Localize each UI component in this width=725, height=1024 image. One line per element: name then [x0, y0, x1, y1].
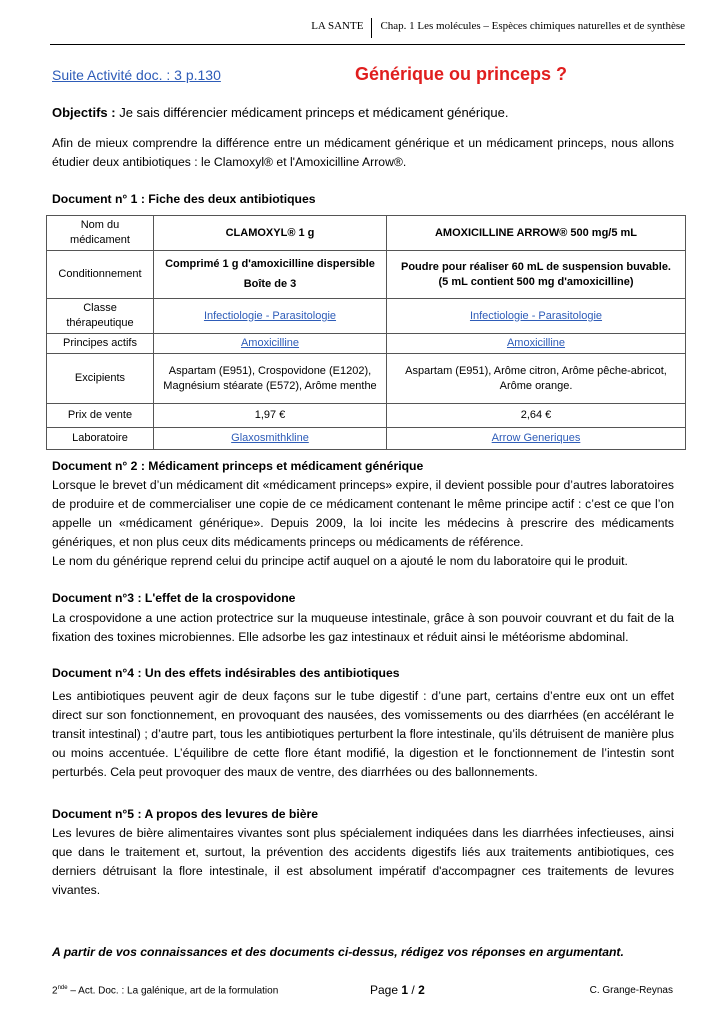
page-number [370, 983, 425, 997]
header-section: LA SANTE [311, 18, 372, 38]
arrow-class-link[interactable]: Infectiologie - Parasitologie [469, 309, 603, 322]
clamoxyl-packaging-line2: Boîte de 3 [243, 278, 297, 290]
clamoxyl-lab-link[interactable]: Glaxosmithkline [231, 432, 309, 444]
arrow-price: 2,64 € [387, 404, 686, 428]
objectives-label: Objectifs : [52, 105, 116, 120]
clamoxyl-name: CLAMOXYL® 1 g [154, 216, 387, 251]
page-total: 2 [418, 983, 425, 997]
clamoxyl-packaging [154, 251, 387, 299]
doc3-heading: Document n°3 : L'effet de la crospovidone [52, 591, 296, 605]
arrow-packaging-line1: Poudre pour réaliser 60 mL de suspension buvable. [401, 260, 671, 273]
header-divider [50, 44, 685, 45]
row-label: Principes actifs [47, 334, 154, 354]
arrow-active-link[interactable]: Amoxicilline [506, 337, 566, 349]
antibiotics-table [46, 215, 686, 450]
arrow-lab-link[interactable]: Arrow Generiques [491, 432, 581, 444]
doc2-paragraph-2: Le nom du générique reprend celui du principe actif auquel on a ajouté le nom du laboratoire qui le produit. [52, 554, 628, 568]
footer-level-suffix: nde [57, 985, 68, 991]
doc2-heading: Document n° 2 : Médicament princeps et médicament générique [52, 459, 424, 473]
clamoxyl-price: 1,97 € [154, 404, 387, 428]
header-chapter: Chap. 1 Les molécules – Espèces chimiques naturelles et de synthèse [380, 20, 685, 32]
doc5-paragraph: Les levures de bière alimentaires vivantes sont plus spécialement indiquées dans les diarrhées infectieuses, ainsi que dans le traitement et, surtout, la prévention des accidents digestifs liés aux traitements antibiotiques, ces derniers détruisant la flore intestinale, il est absolument impératif d'accompagner ces traitements de levures vivantes. [52, 826, 674, 897]
activity-link[interactable]: Suite Activité doc. : 3 p.130 [52, 67, 221, 83]
clamoxyl-class-link[interactable]: Infectiologie - Parasitologie [203, 309, 337, 322]
page-title: Générique ou princeps ? [355, 64, 568, 84]
doc2-paragraph: Lorsque le brevet d’un médicament dit «médicament princeps» expire, il devient possible pour d’autres laboratoires de produire et de commercialiser une copie de ce médicament contenant le même principe actif : c’est ce que l’on appelle un «médicament générique». Depuis 2009, la loi incite les médecins à prescrire des médicaments génériques, et non plus ceux dits médicaments princeps ou médicaments de référence. [52, 478, 674, 549]
doc4-paragraph: Les antibiotiques peuvent agir de deux façons sur le tube digestif : d’une part, certains d’entre eux ont un effet direct sur son fonctionnement, en provoquant des nausées, des vomissements ou des diarrhées (en accélérant le transit intestinal) ; d’autre part, tous les antibiotiques perturbent la flore intestinale, qu’ils détruisent de manière plus ou moins accentuée. L’équilibre de cette flore étant modifié, la digestion et le fonctionnement de l’intestin sont perturbés. Cela peut provoquer des maux de ventre, des diarrhées ou des ballonnements. [52, 689, 674, 779]
doc4-heading: Document n°4 : Un des effets indésirables des antibiotiques [52, 666, 400, 680]
page-label: Page [370, 983, 402, 997]
row-label: Classe thérapeutique [47, 299, 154, 334]
row-label: Conditionnement [47, 251, 154, 299]
objectives-text: Je sais différencier médicament princeps et médicament générique. [115, 105, 509, 120]
objectives [52, 105, 508, 120]
doc1-heading: Document n° 1 : Fiche des deux antibiotiques [52, 192, 316, 206]
table-row [47, 428, 686, 450]
footer-left [52, 985, 278, 996]
footer-title: – Act. Doc. : La galénique, art de la formulation [67, 985, 279, 997]
table-row [47, 216, 686, 251]
page-current: 1 [401, 983, 409, 997]
row-label: Prix de vente [47, 404, 154, 428]
doc3-paragraph: La crospovidone a une action protectrice sur la muqueuse intestinale, grâce à son pouvoir couvrant et du fait de la fixation des toxines microbiennes. Elle adsorbe les gaz intestinaux et réduit ainsi le météorisme abdominal. [52, 611, 674, 644]
footer-level: 2 [52, 985, 58, 997]
row-label: Excipients [47, 354, 154, 404]
clamoxyl-packaging-line1: Comprimé 1 g d'amoxicilline dispersible [165, 258, 375, 270]
intro-paragraph: Afin de mieux comprendre la différence entre un médicament générique et un médicament princeps, nous allons étudier deux antibiotiques : le Clamoxyl® et l'Amoxicilline Arrow®. [52, 136, 674, 169]
closing-instruction: A partir de vos connaissances et des documents ci-dessus, rédigez vos réponses en argumentant. [52, 945, 624, 959]
clamoxyl-active-link[interactable]: Amoxicilline [240, 337, 300, 349]
table-row [47, 354, 686, 404]
arrow-packaging-line2: (5 mL contient 500 mg d'amoxicilline) [438, 275, 634, 288]
clamoxyl-excipients: Aspartam (E951), Crospovidone (E1202), Magnésium stéarate (E572), Arôme menthe [154, 354, 387, 404]
row-label: Nom du médicament [47, 216, 154, 251]
page-separator: / [408, 983, 419, 997]
row-label: Laboratoire [47, 428, 154, 450]
arrow-packaging [387, 251, 686, 299]
table-row [47, 251, 686, 299]
arrow-excipients: Aspartam (E951), Arôme citron, Arôme pêche-abricot, Arôme orange. [387, 354, 686, 404]
table-row [47, 334, 686, 354]
page-header [311, 18, 685, 38]
footer-author: C. Grange-Reynas [589, 985, 673, 996]
doc5-heading: Document n°5 : A propos des levures de bière [52, 807, 319, 821]
table-row [47, 404, 686, 428]
amoxicilline-arrow-name: AMOXICILLINE ARROW® 500 mg/5 mL [387, 216, 686, 251]
table-row [47, 299, 686, 334]
